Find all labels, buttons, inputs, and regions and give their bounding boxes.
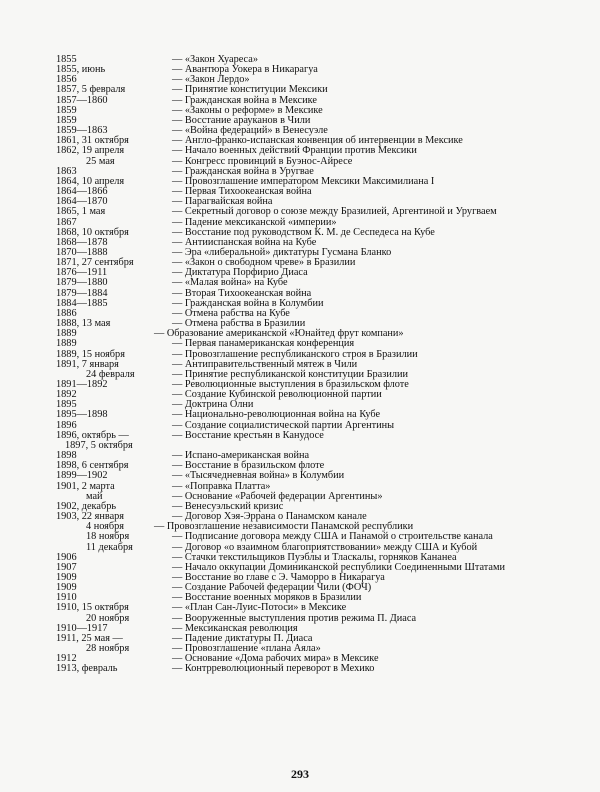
- chronology-row: [56, 532, 576, 542]
- entry-event: — Восстание крестьян в Канудосе: [172, 429, 324, 441]
- entry-event: — Восстание военных моряков в Бразилии: [172, 592, 362, 604]
- entry-date: 1886: [56, 307, 77, 319]
- entry-event: — Начало оккупации Доминиканской республики Соединенными Штатами: [172, 561, 506, 573]
- entry-event: — Падение мексиканской «империи»: [172, 216, 337, 228]
- entry-event: — Восстание под руководством К. М. де Сеспедеса на Кубе: [172, 226, 435, 238]
- entry-date: 11 декабря: [86, 541, 133, 553]
- entry-event: — Гражданская война в Колумбии: [172, 297, 324, 309]
- entry-date: 25 мая: [86, 155, 115, 167]
- entry-event: — Создание социалистической партии Аргентины: [172, 419, 395, 431]
- entry-date: 1889: [56, 328, 77, 340]
- entry-event: — Контрреволюционный переворот в Мехико: [172, 663, 375, 675]
- entry-date: 1861, 31 октября: [56, 135, 129, 147]
- entry-date: 1855, июнь: [56, 64, 106, 76]
- entry-event: — Договор Хэя-Эррана о Панамском канале: [172, 511, 367, 523]
- entry-event: — Эра «либеральной» диктатуры Гусмана Бланко: [172, 246, 392, 258]
- entry-event: — Первая Тихоокеанская война: [172, 186, 312, 198]
- chronology-row: [56, 157, 576, 167]
- entry-date: 1879—1880: [56, 277, 108, 289]
- entry-event: — Восстание во главе с Э. Чаморро в Никарагуа: [172, 571, 385, 583]
- entry-date: 1871, 27 сентября: [56, 257, 134, 269]
- entry-date: 1902, декабрь: [56, 500, 117, 512]
- chronology-row: [56, 207, 576, 217]
- entry-date: 1863: [56, 165, 77, 177]
- entry-date: 4 ноября: [86, 521, 125, 533]
- entry-event: — Мексиканская революция: [172, 622, 298, 634]
- entry-date: 1901, 2 марта: [56, 480, 115, 492]
- chronology-row: [56, 187, 576, 197]
- entry-event: — Договор «о взаимном благоприятствовании» между США и Кубой: [172, 541, 478, 553]
- entry-date: 1913, февраль: [56, 663, 118, 675]
- entry-date: 1864—1870: [56, 196, 108, 208]
- chronology-list: [56, 55, 576, 675]
- entry-date: 1910—1917: [56, 622, 108, 634]
- entry-event: — Гражданская война в Уругвае: [172, 165, 314, 177]
- entry-date: 1884—1885: [56, 297, 108, 309]
- entry-event: — Основание «Рабочей федерации Аргентины»: [172, 490, 383, 502]
- chronology-row: [56, 431, 576, 441]
- chronology-row: [56, 309, 576, 319]
- entry-date: 1895—1898: [56, 409, 108, 421]
- chronology-row: [56, 390, 576, 400]
- entry-date: 28 ноября: [86, 643, 130, 655]
- entry-event: — «Законы о реформе» в Мексике: [172, 104, 323, 116]
- entry-date: 1857, 5 февраля: [56, 84, 126, 96]
- entry-event: — «План Сан-Луис-Потоси» в Мексике: [172, 602, 347, 614]
- entry-date: 1856: [56, 74, 77, 86]
- entry-event: — Начало военных действий Франции против Мексики: [172, 145, 417, 157]
- entry-date: 18 ноября: [86, 531, 130, 543]
- entry-date: 1888, 13 мая: [56, 318, 111, 330]
- entry-event: — Авантюра Уокера в Никарагуа: [172, 64, 318, 76]
- chronology-row: [56, 299, 576, 309]
- entry-date: 1898, 6 сентября: [56, 460, 129, 472]
- entry-date: 1910: [56, 592, 77, 604]
- chronology-row: [56, 471, 576, 481]
- entry-date: 24 февраля: [86, 368, 135, 380]
- entry-date: 1909: [56, 571, 77, 583]
- entry-event: — Антиправительственный мятеж в Чили: [172, 358, 358, 370]
- entry-event: — Провозглашение независимости Панамской республики: [154, 521, 414, 533]
- entry-date: 20 ноября: [86, 612, 130, 624]
- chronology-row: [56, 177, 576, 187]
- entry-date: 1903, 22 января: [56, 511, 125, 523]
- entry-event: — Антииспанская война на Кубе: [172, 236, 317, 248]
- entry-event: — Создание Кубинской революционной партии: [172, 389, 382, 401]
- entry-date: 1876—1911: [56, 267, 108, 279]
- entry-date: 1868, 10 октября: [56, 226, 129, 238]
- chronology-row: [56, 624, 576, 634]
- entry-event: — Англо-франко-испанская конвенция об интервенции в Мексике: [172, 135, 463, 147]
- entry-date: 1879—1884: [56, 287, 108, 299]
- chronology-row: [56, 278, 576, 288]
- entry-event: — Секретный договор о союзе между Бразилией, Аргентиной и Уругваем: [172, 206, 497, 218]
- entry-event: — «Поправка Платта»: [172, 480, 271, 492]
- entry-date: 1891, 7 января: [56, 358, 119, 370]
- entry-event: — Падение диктатуры П. Диаса: [172, 632, 313, 644]
- entry-event: — «Малая война» на Кубе: [172, 277, 288, 289]
- entry-date: 1891—1892: [56, 379, 108, 390]
- chronology-row: [56, 339, 576, 349]
- entry-event: — Восстание в бразильском флоте: [172, 460, 325, 472]
- entry-event: — «Тысячедневная война» в Колумбии: [172, 470, 345, 482]
- entry-event: — Восстание арауканов в Чили: [172, 114, 311, 126]
- entry-date: 1910, 15 октября: [56, 602, 129, 614]
- entry-date: 1895: [56, 399, 77, 411]
- entry-date: 1907: [56, 561, 77, 573]
- chronology-row: [56, 614, 576, 624]
- chronology-row: [56, 664, 576, 674]
- entry-event: — «Закон Хуареса»: [172, 54, 258, 65]
- entry-date: 1896: [56, 419, 77, 431]
- entry-date: 1867: [56, 216, 77, 228]
- entry-date: 1899—1902: [56, 470, 108, 482]
- entry-event: — Диктатура Порфирио Диаса: [172, 267, 308, 279]
- entry-event: — Национально-революционная война на Кубе: [172, 409, 381, 421]
- entry-date: 1912: [56, 653, 77, 665]
- chronology-row: [56, 228, 576, 238]
- chronology-row: [56, 258, 576, 268]
- entry-date: 1889, 15 ноября: [56, 348, 125, 360]
- page-number: 293: [291, 767, 309, 781]
- chronology-row: [56, 106, 576, 116]
- entry-date: 1892: [56, 389, 77, 401]
- entry-date: 1898: [56, 450, 77, 462]
- entry-date: 1855: [56, 54, 77, 65]
- entry-date: 1864, 10 апреля: [56, 175, 125, 187]
- chronology-row: [56, 268, 576, 278]
- entry-event: — Венесуэльский кризис: [172, 500, 284, 512]
- entry-date: 1909: [56, 582, 77, 594]
- entry-event: — «Война федераций» в Венесуэле: [172, 125, 328, 137]
- entry-date: 1896, октябрь —: [56, 429, 129, 441]
- entry-event: — Отмена рабства на Кубе: [172, 307, 290, 319]
- entry-event: — Доктрина Олни: [172, 399, 254, 411]
- entry-date: 1859: [56, 114, 77, 126]
- entry-date: 1859—1863: [56, 125, 108, 137]
- entry-event: — Вооруженные выступления против режима П. Диаса: [172, 612, 417, 624]
- entry-event: — Создание Рабочей федерации Чили (ФОЧ): [172, 582, 372, 594]
- entry-date: 1864—1866: [56, 186, 108, 198]
- entry-event: — Отмена рабства в Бразилии: [172, 318, 306, 330]
- entry-event: — Гражданская война в Мексике: [172, 94, 317, 106]
- entry-event: — Стачки текстильщиков Пуэблы и Тласкалы, горняков Кананеа: [172, 551, 457, 563]
- entry-date: 1857—1860: [56, 94, 108, 106]
- entry-date: 1862, 19 апреля: [56, 145, 125, 157]
- entry-event: — Испано-американская война: [172, 450, 310, 462]
- entry-event: — Подписание договора между США и Панамой о строительстве канала: [172, 531, 493, 543]
- chronology-row: [56, 441, 576, 451]
- entry-date: 1906: [56, 551, 77, 563]
- entry-event: — Образование американской «Юнайтед фрут компани»: [154, 328, 404, 340]
- entry-date: 1865, 1 мая: [56, 206, 106, 218]
- entry-event: — «Закон о свободном чреве» в Бразилии: [172, 257, 356, 269]
- entry-event: — Провозглашение императором Мексики Максимилиана I: [172, 175, 435, 187]
- entry-date: 1859: [56, 104, 77, 116]
- entry-date: 1911, 25 мая —: [56, 632, 123, 644]
- entry-event: — Основание «Дома рабочих мира» в Мексике: [172, 653, 379, 665]
- entry-event: — Принятие республиканской конституции Бразилии: [172, 368, 408, 380]
- entry-date: 1889: [56, 338, 77, 350]
- entry-event: — Парагвайская война: [172, 196, 273, 208]
- entry-event: — Провозглашение «плана Аяла»: [172, 643, 321, 655]
- entry-event: — «Закон Лердо»: [172, 74, 250, 86]
- entry-event: — Вторая Тихоокеанская война: [172, 287, 312, 299]
- entry-event: — Конгресс провинций в Буэнос-Айресе: [172, 155, 353, 167]
- entry-date: 1870—1888: [56, 246, 108, 258]
- entry-date: май: [86, 490, 103, 502]
- entry-date: 1897, 5 октября: [65, 439, 133, 451]
- chronology-row: [56, 65, 576, 75]
- chronology-row: [56, 492, 576, 502]
- entry-event: — Первая панамериканская конференция: [172, 338, 355, 350]
- entry-date: 1868—1878: [56, 236, 108, 248]
- entry-event: — Провозглашение республиканского строя в Бразилии: [172, 348, 418, 360]
- entry-event: — Принятие конституции Мексики: [172, 84, 328, 96]
- entry-event: — Революционные выступления в бразильском флоте: [172, 379, 409, 390]
